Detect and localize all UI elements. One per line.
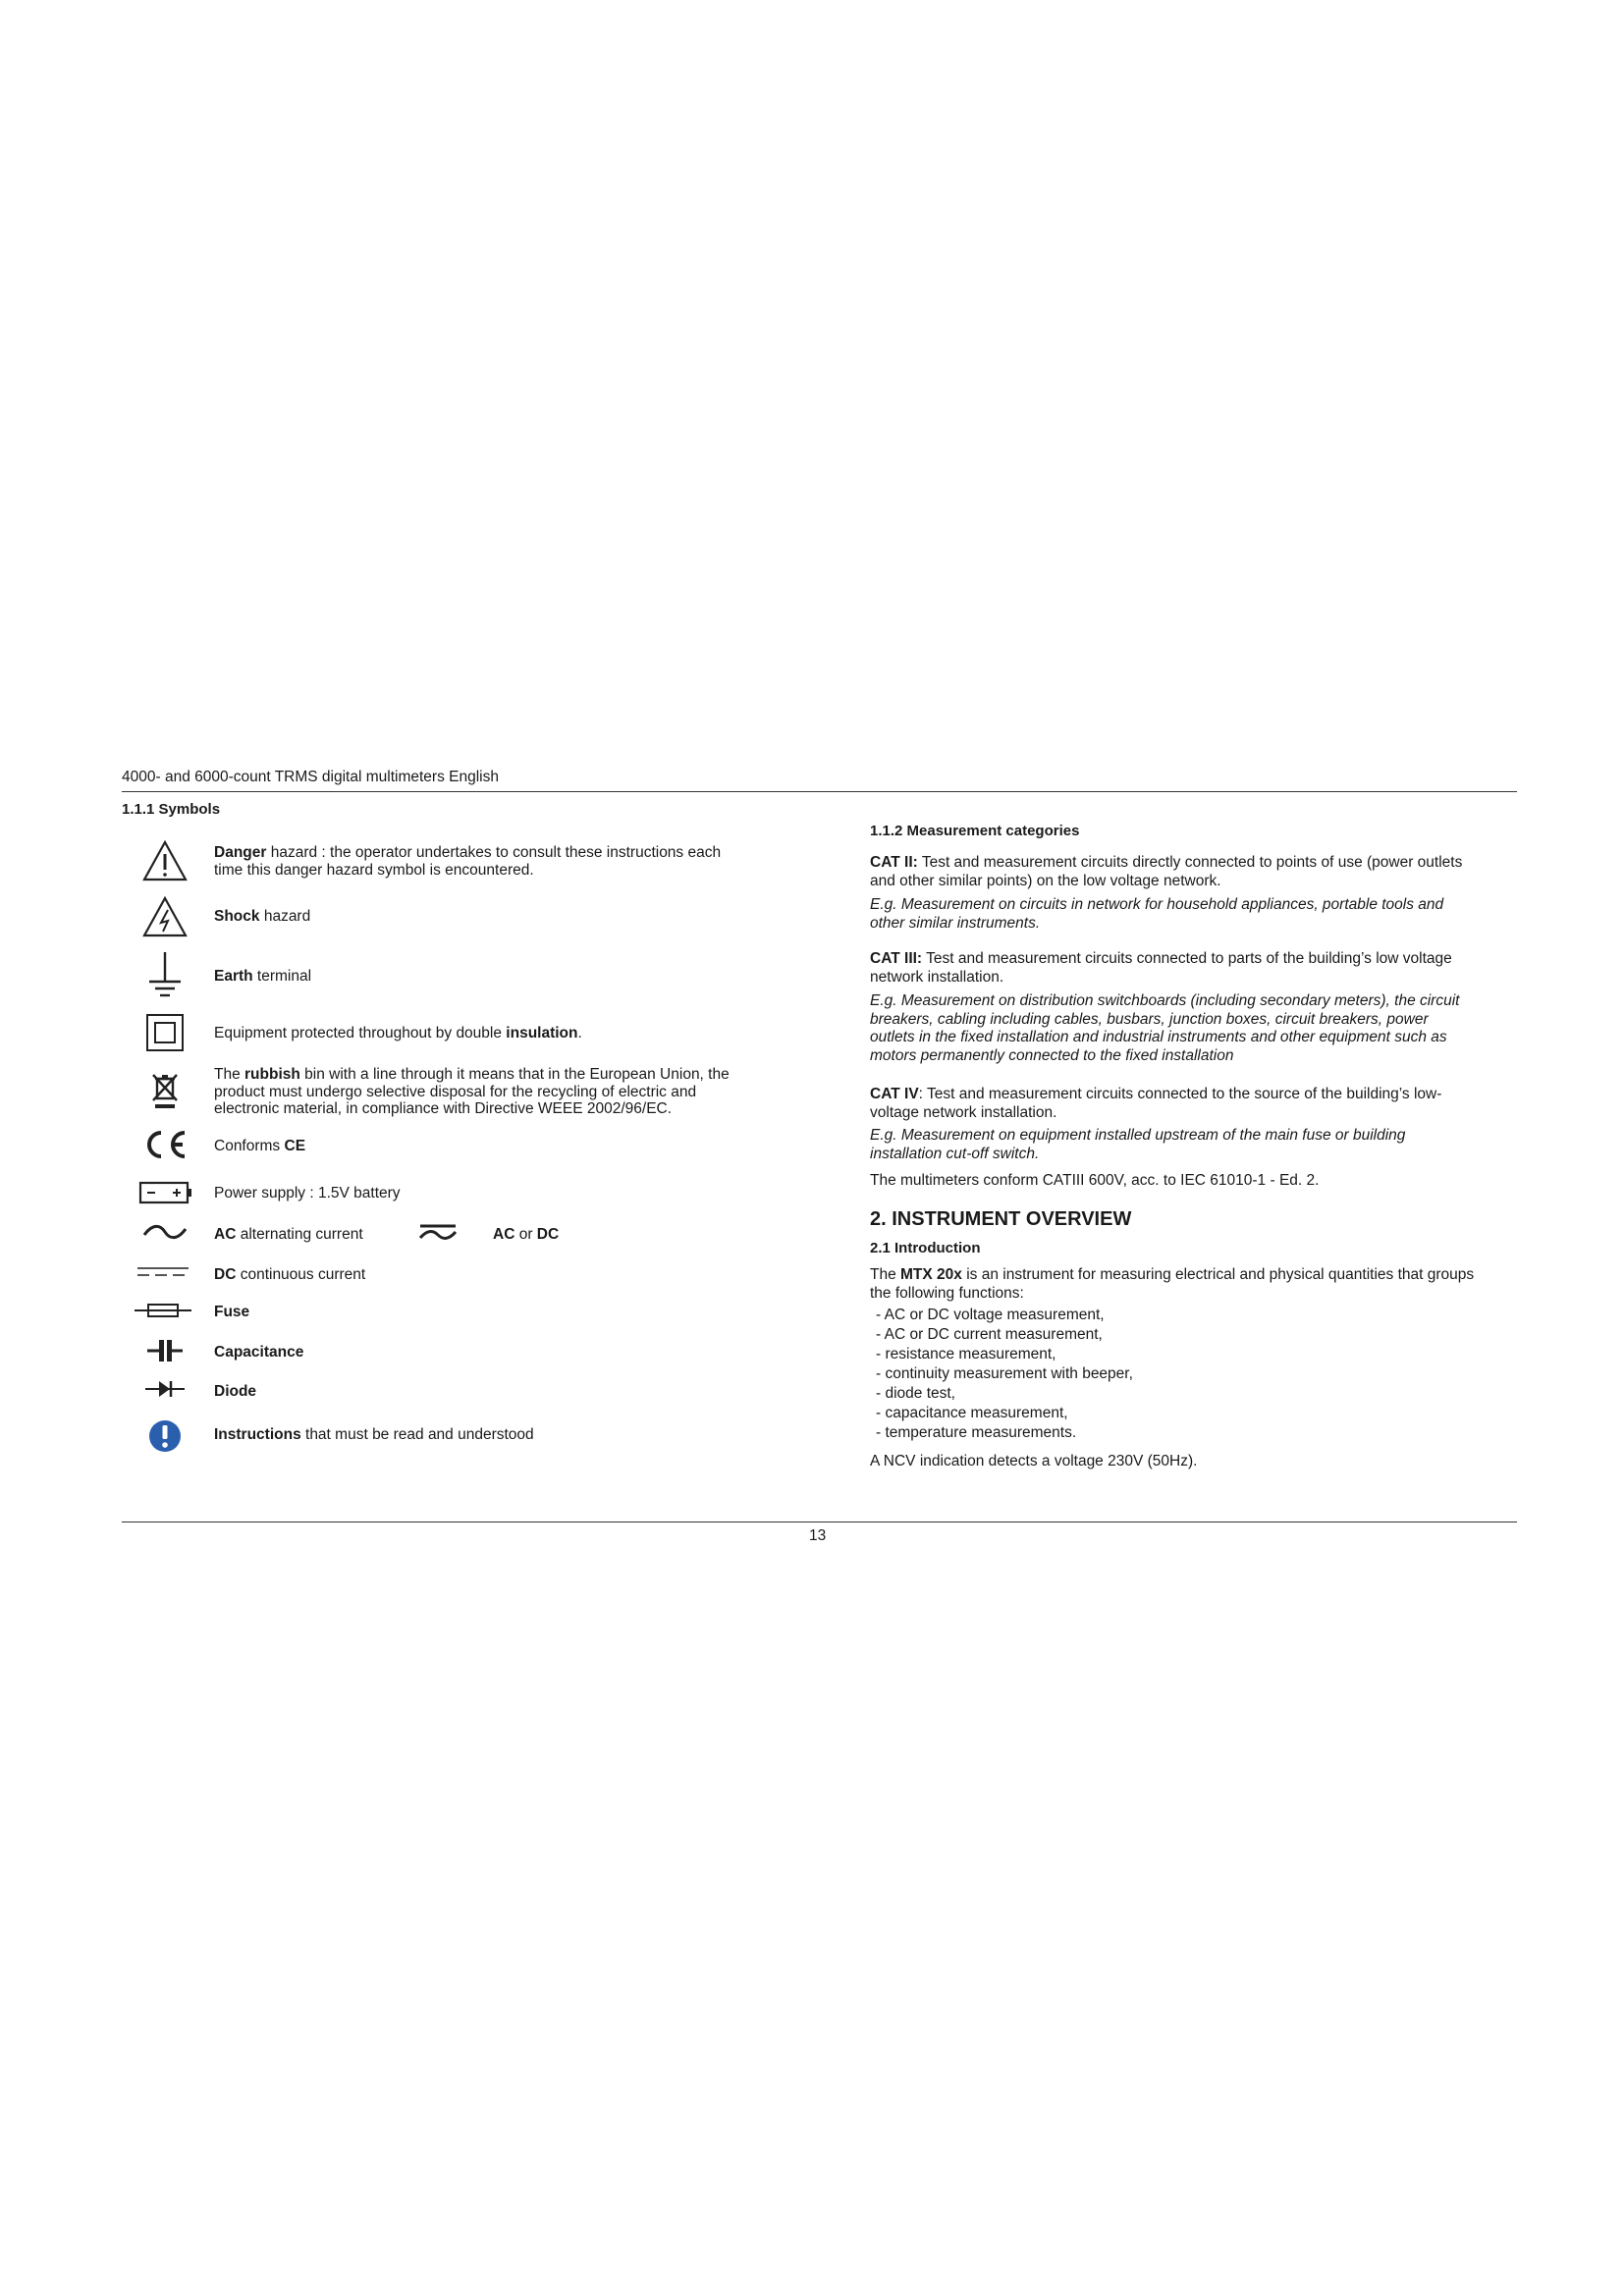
battery-text: Power supply : 1.5V battery <box>214 1185 401 1201</box>
danger-text: Danger hazard : the operator undertakes to consult these instructions each time this danger hazard symbol is encountered. <box>214 844 722 879</box>
earth-text: Earth terminal <box>214 968 312 985</box>
weee-text: The rubbish bin with a line through it means that in the European Union, the product must undergo selective disposal for the recycling of electric and electronic material, in compliance with Directive WEEE 2002/96/EC. <box>214 1066 730 1117</box>
weee-bin-icon <box>139 1070 190 1111</box>
cat2-example: E.g. Measurement on circuits in network for household appliances, portable tools and other similar instruments. <box>870 896 1444 932</box>
dc-text: DC continuous current <box>214 1266 366 1283</box>
list-item: - capacitance measurement, <box>876 1405 1068 1421</box>
list-item: - AC or DC voltage measurement, <box>876 1307 1105 1323</box>
measurement-categories-heading: 1.1.2 Measurement categories <box>870 823 1080 839</box>
shock-text: Shock hazard <box>214 908 311 925</box>
fuse-text: Fuse <box>214 1304 250 1320</box>
instrument-overview-heading: 2. INSTRUMENT OVERVIEW <box>870 1208 1132 1230</box>
list-item: - temperature measurements. <box>876 1424 1077 1441</box>
cat4-block: CAT IV: Test and measurement circuits connected to the source of the building’s low- voltage network installation. <box>870 1086 1442 1121</box>
cat2-block: CAT II: Test and measurement circuits directly connected to points of use (power outlets and other similar points) on the low voltage network. <box>870 854 1463 889</box>
ac-dc-icon <box>412 1217 463 1247</box>
double-insulation-text: Equipment protected throughout by double insulation. <box>214 1025 582 1041</box>
page-number: 13 <box>809 1527 827 1544</box>
cat3-example: E.g. Measurement on distribution switchboards (including secondary meters), the circuit breakers, cabling including cables, busbars, junction boxes, circuit breakers, power outlets in the fixed installation and industrial instruments and other equipment such as motors permanently connected to the fixed installation <box>870 992 1460 1064</box>
functions-list <box>876 1306 1133 1443</box>
header-rule <box>122 791 1517 792</box>
list-item: - continuity measurement with beeper, <box>876 1365 1133 1382</box>
ce-mark-icon <box>139 1127 190 1162</box>
ac-text: AC alternating current <box>214 1226 363 1243</box>
ac-wave-icon <box>139 1217 190 1247</box>
ncv-statement: A NCV indication detects a voltage 230V (50Hz). <box>870 1453 1198 1469</box>
capacitance-text: Capacitance <box>214 1344 304 1361</box>
capacitor-icon <box>139 1336 190 1365</box>
introduction-text: The MTX 20x is an instrument for measuring electrical and physical quantities that groups the following functions: <box>870 1266 1475 1302</box>
diode-icon <box>139 1376 190 1402</box>
ce-text: Conforms CE <box>214 1138 306 1154</box>
diode-text: Diode <box>214 1383 257 1400</box>
list-item: - AC or DC current measurement, <box>876 1326 1103 1343</box>
double-insulation-icon <box>139 1012 190 1053</box>
battery-icon <box>137 1178 194 1207</box>
fuse-icon <box>132 1299 194 1322</box>
list-item: - resistance measurement, <box>876 1346 1056 1362</box>
running-header: 4000- and 6000-count TRMS digital multimeters English <box>122 769 499 785</box>
cat3-block: CAT III: Test and measurement circuits connected to parts of the building’s low voltage network installation. <box>870 950 1452 986</box>
conformity-statement: The multimeters conform CATIII 600V, acc. to IEC 61010-1 - Ed. 2. <box>870 1172 1320 1189</box>
shock-hazard-icon <box>139 893 190 940</box>
dc-icon <box>134 1261 192 1281</box>
list-item: - diode test, <box>876 1385 955 1402</box>
introduction-heading: 2.1 Introduction <box>870 1240 981 1256</box>
symbols-heading: 1.1.1 Symbols <box>122 801 221 818</box>
instructions-text: Instructions that must be read and understood <box>214 1426 534 1443</box>
cat4-example: E.g. Measurement on equipment installed upstream of the main fuse or building installation cut-off switch. <box>870 1127 1406 1162</box>
ac-dc-text: AC or DC <box>493 1226 560 1243</box>
warning-triangle-icon <box>139 837 190 884</box>
info-exclamation-icon <box>139 1416 190 1456</box>
earth-terminal-icon <box>139 950 190 999</box>
